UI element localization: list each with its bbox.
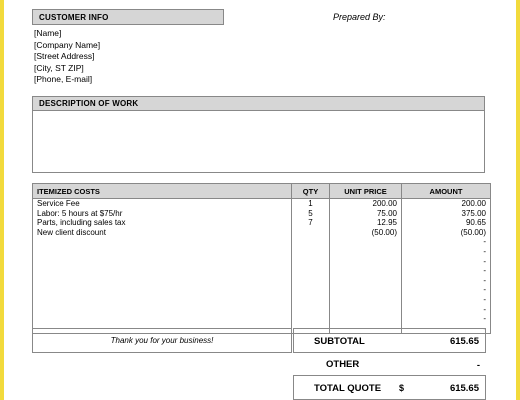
item-qty[interactable]: 5 xyxy=(292,209,330,219)
table-row xyxy=(33,276,491,286)
currency-symbol: $ xyxy=(399,383,405,393)
item-unit-price[interactable] xyxy=(330,266,402,276)
item-amount: - xyxy=(402,247,491,257)
table-row xyxy=(33,257,491,267)
item-amount: - xyxy=(402,257,491,267)
item-unit-price[interactable] xyxy=(330,295,402,305)
total-quote-value: 615.65 xyxy=(449,383,479,394)
table-row xyxy=(33,199,491,209)
item-description[interactable] xyxy=(33,285,292,295)
customer-info-header: CUSTOMER INFO xyxy=(32,9,224,25)
total-quote-label: TOTAL QUOTE xyxy=(314,383,382,394)
thank-you-note: Thank you for your business! xyxy=(32,328,292,353)
prepared-by-label: Prepared By: xyxy=(333,12,386,22)
col-header-unit-price: UNIT PRICE xyxy=(330,184,402,199)
table-row xyxy=(33,285,491,295)
other-label: OTHER xyxy=(326,359,360,370)
item-amount: - xyxy=(402,285,491,295)
item-description[interactable] xyxy=(33,276,292,286)
item-unit-price[interactable] xyxy=(330,285,402,295)
item-qty[interactable] xyxy=(292,305,330,315)
table-row xyxy=(33,305,491,315)
item-qty[interactable]: 7 xyxy=(292,218,330,228)
table-row xyxy=(33,237,491,247)
item-amount: 200.00 xyxy=(402,199,491,209)
table-header-row xyxy=(33,184,491,199)
item-qty[interactable] xyxy=(292,247,330,257)
totals-block xyxy=(293,328,486,400)
item-qty[interactable] xyxy=(292,237,330,247)
item-qty[interactable]: 1 xyxy=(292,199,330,209)
table-row xyxy=(33,266,491,276)
description-of-work-header: DESCRIPTION OF WORK xyxy=(32,96,485,111)
subtotal-row xyxy=(293,328,486,353)
item-unit-price[interactable] xyxy=(330,305,402,315)
item-description[interactable] xyxy=(33,314,292,324)
col-header-itemized-costs: ITEMIZED COSTS xyxy=(33,184,292,199)
itemized-costs-table xyxy=(32,183,491,334)
item-description[interactable] xyxy=(33,247,292,257)
item-amount: - xyxy=(402,305,491,315)
item-description[interactable]: New client discount xyxy=(33,228,292,238)
yellow-frame-right xyxy=(516,0,520,400)
item-description[interactable]: Service Fee xyxy=(33,199,292,209)
item-description[interactable] xyxy=(33,266,292,276)
table-row xyxy=(33,209,491,219)
yellow-frame-left xyxy=(0,0,4,400)
table-row xyxy=(33,228,491,238)
subtotal-label: SUBTOTAL xyxy=(314,336,365,347)
item-unit-price[interactable] xyxy=(330,247,402,257)
item-description[interactable] xyxy=(33,305,292,315)
item-qty[interactable] xyxy=(292,276,330,286)
item-amount: 90.65 xyxy=(402,218,491,228)
item-unit-price[interactable]: 12.95 xyxy=(330,218,402,228)
item-amount: 375.00 xyxy=(402,209,491,219)
total-quote-row xyxy=(293,375,486,400)
item-unit-price[interactable] xyxy=(330,257,402,267)
table-row xyxy=(33,314,491,324)
item-description[interactable] xyxy=(33,295,292,305)
table-row xyxy=(33,247,491,257)
item-description[interactable]: Parts, including sales tax xyxy=(33,218,292,228)
customer-info-block xyxy=(34,28,100,86)
item-unit-price[interactable] xyxy=(330,237,402,247)
table-row xyxy=(33,218,491,228)
other-value[interactable]: - xyxy=(476,360,480,371)
item-amount: - xyxy=(402,314,491,324)
customer-city-line[interactable]: [City, ST ZIP] xyxy=(34,62,84,73)
item-qty[interactable] xyxy=(292,285,330,295)
item-unit-price[interactable]: (50.00) xyxy=(330,228,402,238)
table-row xyxy=(33,295,491,305)
item-unit-price[interactable]: 75.00 xyxy=(330,209,402,219)
item-amount: - xyxy=(402,295,491,305)
col-header-amount: AMOUNT xyxy=(402,184,491,199)
item-amount: - xyxy=(402,276,491,286)
subtotal-value: 615.65 xyxy=(449,336,479,347)
customer-company-line[interactable]: [Company Name] xyxy=(34,39,101,50)
item-qty[interactable] xyxy=(292,228,330,238)
item-amount: - xyxy=(402,266,491,276)
item-qty[interactable] xyxy=(292,257,330,267)
item-description[interactable]: Labor: 5 hours at $75/hr xyxy=(33,209,292,219)
customer-name-line[interactable]: [Name] xyxy=(34,28,62,38)
item-unit-price[interactable] xyxy=(330,314,402,324)
item-unit-price[interactable] xyxy=(330,276,402,286)
item-description[interactable] xyxy=(33,257,292,267)
item-description[interactable] xyxy=(33,237,292,247)
customer-street-line[interactable]: [Street Address] xyxy=(34,51,95,61)
customer-contact-line[interactable]: [Phone, E-mail] xyxy=(34,74,93,84)
item-unit-price[interactable]: 200.00 xyxy=(330,199,402,209)
item-qty[interactable] xyxy=(292,295,330,305)
other-row xyxy=(293,353,486,375)
item-amount: - xyxy=(402,324,491,334)
col-header-qty: QTY xyxy=(292,184,330,199)
item-qty[interactable] xyxy=(292,314,330,324)
description-of-work-field[interactable] xyxy=(32,111,485,173)
item-amount: - xyxy=(402,237,491,247)
item-qty[interactable] xyxy=(292,266,330,276)
item-amount: (50.00) xyxy=(402,228,491,238)
